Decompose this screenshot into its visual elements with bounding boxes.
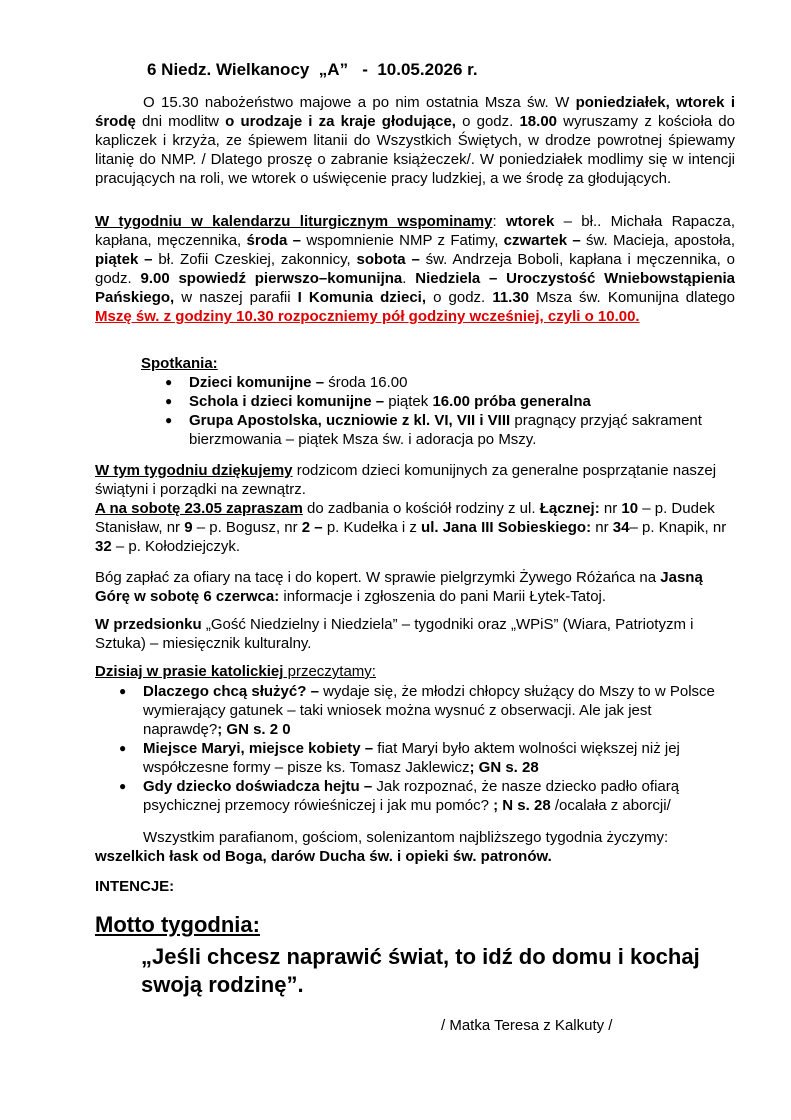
bold-text: ; GN s. 2 0 <box>217 721 291 738</box>
text: Jak rozpoznać, że nasze dziecko padło ofiarą psychicznej przemocy rówieśniczej i jak mu pomóc? <box>143 778 680 814</box>
text: św. Andrzeja Boboli, kapłana i męczennika, o godz. <box>95 251 735 287</box>
bold-text: Dzieci komunijne – <box>189 374 325 391</box>
bold-text: ; GN s. 28 <box>469 759 539 776</box>
text: środa 16.00 <box>324 374 408 391</box>
text: wyruszamy z kościoła do kapliczek i krzyża, ze śpiewem litanii do Wszystkich Świętych, w drodze powrotnej śpiewamy litanię do NMP. / Dlatego proszę o zabranie książeczek/. W poniedziałek modlimy się w intencji pracujących na roli, we wtorek o uświęcenie pracy ludzkiej, a we środę za głodujących. <box>95 113 735 187</box>
bold-text: 9.00 spowiedź pierwszo–komunijna <box>140 270 403 287</box>
text: piątek <box>384 393 433 410</box>
motto-author: / Matka Teresa z Kalkuty / <box>441 1017 613 1034</box>
bold-text: czwartek – <box>503 232 581 249</box>
list-item <box>165 392 749 411</box>
text: rodzicom dzieci komunijnych za generalne posprzątanie naszej świątyni i porządki na zewnątrz. <box>95 462 717 498</box>
text: nr <box>591 519 613 536</box>
bold-text: 32 <box>95 538 112 555</box>
meetings-list <box>165 373 749 449</box>
list-item <box>119 682 733 739</box>
bold-text: sobota – <box>356 251 420 268</box>
list-item <box>119 777 733 815</box>
text: Bóg zapłać za ofiary na tacę i do kopert. W sprawie pielgrzymki Żywego Różańca na <box>95 569 661 586</box>
section-heading: W tygodniu w kalendarzu liturgicznym wspominamy <box>95 213 493 230</box>
bold-text: Łącznej: <box>539 500 600 517</box>
bold-text: 11.30 <box>492 289 530 306</box>
paragraph-may-devotions <box>95 93 735 188</box>
bold-text: o urodzaje i za kraje głodujące, <box>225 113 456 130</box>
bold-text: Schola i dzieci komunijne – <box>189 393 385 410</box>
bold-text: 16.00 próba generalna <box>432 393 591 410</box>
bold-text: I Komunia dzieci, <box>297 289 426 306</box>
section-heading: W tym tygodniu dziękujemy <box>95 462 293 479</box>
bold-text: środa – <box>246 232 302 249</box>
text: do zadbania o kościół rodziny z ul. <box>302 500 540 517</box>
list-item <box>119 739 733 777</box>
text: informacje i zgłoszenia do pani Marii Łytek-Tatoj. <box>279 588 607 605</box>
text: dni modlitw <box>135 113 226 130</box>
bullet-icon: ● <box>119 684 127 698</box>
text: bł. Zofii Czeskiej, zakonnicy, <box>152 251 357 268</box>
text: „Gość Niedzielny i Niedziela” – tygodniki oraz „WPiS” (Wiara, Patriotyzm i Sztuka) – miesięcznik kulturalny. <box>95 616 694 652</box>
paragraph-offerings-pilgrimage <box>95 568 735 606</box>
bold-text: 34 <box>612 519 630 536</box>
text: : <box>492 213 506 230</box>
text: – p. Knapik, nr <box>629 519 727 536</box>
text: o godz. <box>455 113 520 130</box>
paragraph-vestibule-press <box>95 615 735 653</box>
section-heading: A na sobotę 23.05 zapraszam <box>95 500 303 517</box>
catholic-press-heading <box>95 662 376 681</box>
bold-text: ul. Jana III Sobieskiego: <box>421 519 592 536</box>
bold-text: Niedziela – Uroczystość Wniebowstąpienia Pańskiego, <box>95 270 735 306</box>
section-heading: Dzisiaj w prasie katolickiej <box>95 663 284 680</box>
text: o godz. <box>426 289 493 306</box>
text: św. Macieja, apostoła, <box>580 232 735 249</box>
text: – p. Dudek Stanisław, nr <box>95 500 715 536</box>
text: wydaje się, że młodzi chłopcy służący do Mszy to w Polsce wymierający gatunek – taki wniosek można wysnuć z obserwacji. Ale jak jest naprawdę? <box>143 683 715 738</box>
bold-text: Gdy dziecko doświadcza hejtu – <box>143 778 373 795</box>
bullet-icon: ● <box>119 779 127 793</box>
bold-text: wszelkich łask od Boga, darów Ducha św. i opieki św. patronów. <box>95 848 552 865</box>
bold-text: W przedsionku <box>95 616 202 633</box>
bullet-icon: ● <box>119 741 127 755</box>
catholic-press-list <box>119 682 733 815</box>
text: – p. Kołodziejczyk. <box>111 538 241 555</box>
text: O 15.30 nabożeństwo majowe a po nim ostatnia Msza św. W <box>143 94 576 111</box>
bold-text: poniedziałek, wtorek i środę <box>95 94 736 130</box>
bullet-icon: ● <box>165 375 173 389</box>
bold-text: 2 – <box>301 519 323 536</box>
paragraph-thanks-cleaning <box>95 461 735 556</box>
paragraph-wishes <box>95 828 735 866</box>
list-item <box>165 373 749 392</box>
bold-text: 10 <box>621 500 639 517</box>
bold-text: Dlaczego chcą służyć? – <box>143 683 319 700</box>
bold-text: ; N s. 28 <box>493 797 551 814</box>
text: przeczytamy: <box>283 663 376 680</box>
text: Msza św. Komunijna dlatego <box>529 289 735 306</box>
meetings-heading: Spotkania: <box>141 355 218 372</box>
paragraph-liturgical-calendar <box>95 212 735 326</box>
text: /ocalała z aborcji/ <box>550 797 671 814</box>
text: – bł.. Michała Rapacza, kapłana, męczennika, <box>95 213 736 249</box>
text: fiat Maryi było aktem wolności większej niż jej współczesne formy – pisze ks. Tomasz Jaklewicz <box>143 740 680 776</box>
text: – p. Bogusz, nr <box>192 519 302 536</box>
bold-text: 9 <box>184 519 193 536</box>
text: wspomnienie NMP z Fatimy, <box>301 232 504 249</box>
bullet-icon: ● <box>165 394 173 408</box>
bold-text: wtorek <box>505 213 555 230</box>
bold-text: 18.00 <box>519 113 558 130</box>
bullet-icon: ● <box>165 413 173 427</box>
highlighted-notice: Mszę św. z godziny 10.30 rozpoczniemy pół godziny wcześniej, czyli o 10.00. <box>95 308 640 325</box>
bold-text: Miejsce Maryi, miejsce kobiety – <box>143 740 374 757</box>
text: Wszystkim parafianom, gościom, solenizantom najbliższego tygodnia życzymy: <box>143 829 669 846</box>
motto-quote: „Jeśli chcesz naprawić świat, to idź do domu i kochaj swoją rodzinę”. <box>141 944 700 997</box>
list-item <box>165 411 749 449</box>
intentions-heading: INTENCJE: <box>95 878 175 895</box>
bold-text: Grupa Apostolska, uczniowie z kl. VI, VII i VIII <box>189 412 511 429</box>
bold-text: piątek – <box>95 251 153 268</box>
text: pragnący przyjąć sakrament bierzmowania – piątek Msza św. i adoracja po Mszy. <box>189 412 702 448</box>
text: . <box>402 270 416 287</box>
text: w naszej parafii <box>174 289 298 306</box>
text: p. Kudełka i z <box>322 519 422 536</box>
bold-text: Jasną Górę w sobotę 6 czerwca: <box>95 569 703 605</box>
page-title: 6 Niedz. Wielkanocy „A” - 10.05.2026 r. <box>147 60 478 79</box>
text: nr <box>599 500 622 517</box>
motto-label: Motto tygodnia: <box>95 912 260 937</box>
